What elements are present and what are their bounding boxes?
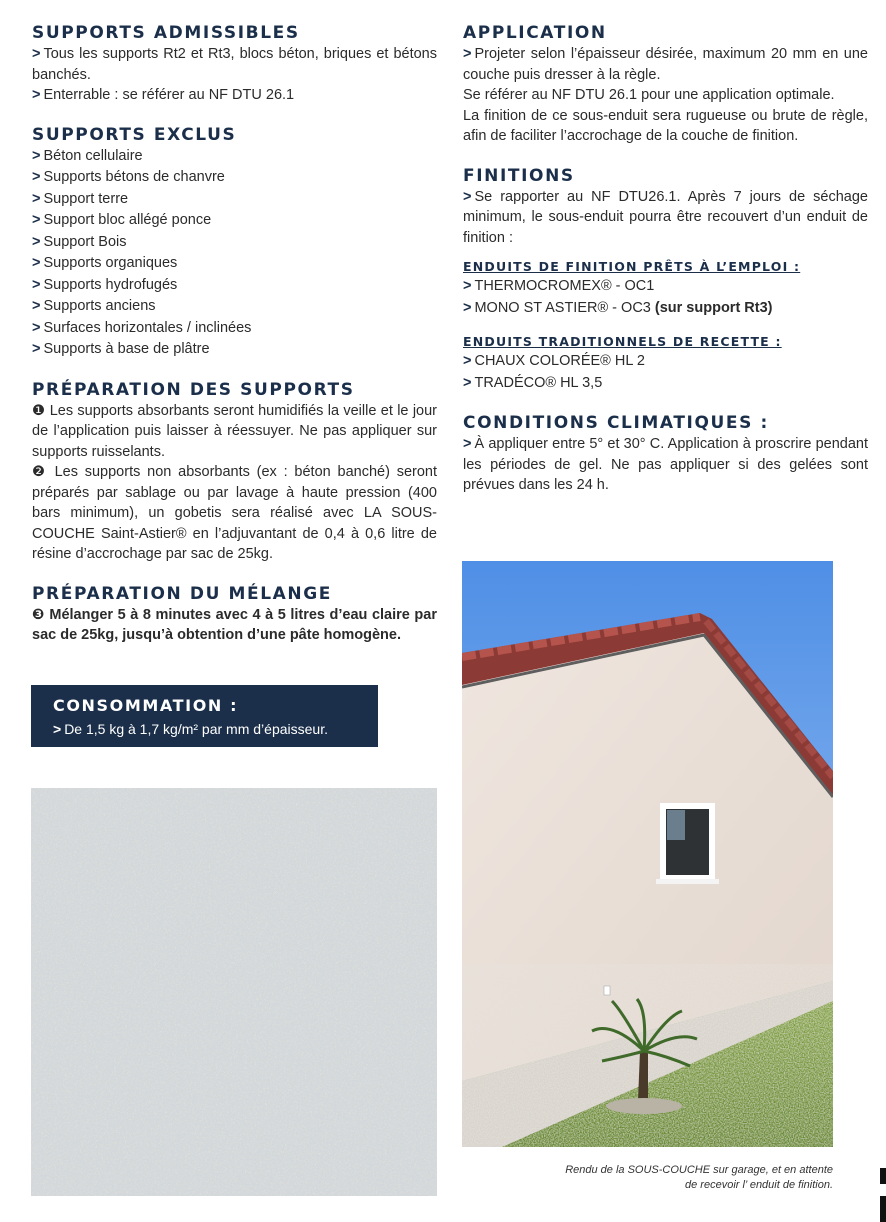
exclus-item: > Supports bétons de chanvre bbox=[32, 169, 225, 185]
exclus-item: > Support bloc allégé ponce bbox=[32, 212, 212, 228]
prets-item: > THERMOCROMEX® - OC1 bbox=[463, 278, 655, 294]
bullet-arrow: > bbox=[53, 721, 62, 737]
bullet-arrow: > bbox=[463, 46, 472, 62]
exclus-item: > Béton cellulaire bbox=[32, 147, 143, 164]
heading-supports-exclus: SUPPORTS EXCLUS bbox=[32, 124, 237, 145]
number-3-icon: ❸ bbox=[32, 606, 45, 623]
heading-enduits-traditionnels: ENDUITS TRADITIONNELS DE RECETTE : bbox=[463, 334, 782, 349]
left-column bbox=[32, 22, 437, 664]
prets-item: > MONO ST ASTIER® - OC3 (sur support Rt3) bbox=[463, 299, 773, 316]
heading-application: APPLICATION bbox=[463, 23, 607, 43]
edge-mark-decoration bbox=[880, 1196, 886, 1222]
bullet-arrow: > bbox=[32, 169, 41, 185]
edge-mark-decoration bbox=[880, 1168, 886, 1184]
heading-preparation-supports: PRÉPARATION DES SUPPORTS bbox=[32, 379, 355, 400]
section-application bbox=[463, 22, 868, 147]
heading-consommation: CONSOMMATION : bbox=[53, 696, 239, 715]
application-paragraph-2: Se référer au NF DTU 26.1 pour une application optimale. bbox=[463, 87, 835, 103]
conditions-paragraph: > À appliquer entre 5° et 30° C. Application à proscrire pendant les périodes de gel. Ne pas appliquer si des gelées sont prévues dans les 24 h. bbox=[463, 436, 868, 493]
melange-paragraph: ❸ Mélanger 5 à 8 minutes avec 4 à 5 litres d’eau claire par sac de 25kg, jusqu’à obtention d’une pâte homogène. bbox=[32, 606, 437, 643]
bullet-arrow: > bbox=[32, 255, 41, 271]
admissibles-item: > Tous les supports Rt2 et Rt3, blocs béton, briques et bétons banchés. bbox=[32, 46, 437, 83]
prets-list bbox=[463, 276, 868, 319]
exclus-list bbox=[32, 146, 437, 361]
prep-paragraph-1: ❶ Les supports absorbants seront humidifiés la veille et le jour de l’application puis laisser à réessuyer. Ne pas appliquer sur supports ruisselants. bbox=[32, 402, 438, 460]
admissibles-item: > Enterrable : se référer au NF DTU 26.1 bbox=[32, 87, 295, 103]
application-paragraph-1: > Projeter selon l’épaisseur désirée, maximum 20 mm en une couche puis dresser à la règle. bbox=[463, 46, 868, 83]
bullet-arrow: > bbox=[32, 341, 41, 357]
section-preparation-supports bbox=[32, 379, 437, 565]
bullet-arrow: > bbox=[463, 188, 472, 205]
heading-preparation-melange: PRÉPARATION DU MÉLANGE bbox=[32, 583, 333, 604]
exclus-item: > Supports hydrofugés bbox=[32, 276, 178, 293]
photo-caption: Rendu de la SOUS-COUCHE sur garage, et en attente de recevoir l’ enduit de finition. bbox=[565, 1164, 833, 1191]
exclus-item: > Supports organiques bbox=[32, 255, 178, 271]
finitions-paragraph: > Se rapporter au NF DTU26.1. Après 7 jours de séchage minimum, le sous-enduit pourra être recouvert d’un enduit de finition : bbox=[463, 188, 868, 246]
heading-conditions: CONDITIONS CLIMATIQUES : bbox=[463, 413, 769, 433]
bullet-arrow: > bbox=[32, 190, 41, 207]
exclus-item: > Surfaces horizontales / inclinées bbox=[32, 319, 252, 336]
trad-item: > TRADÉCO® HL 3,5 bbox=[463, 374, 603, 391]
exclus-item: > Supports anciens bbox=[32, 298, 156, 314]
bullet-arrow: > bbox=[32, 298, 41, 314]
heading-finitions: FINITIONS bbox=[463, 165, 575, 186]
application-paragraph-3: La finition de ce sous-enduit sera rugueuse ou brute de règle, afin de faciliter l’accrochage de la couche de finition. bbox=[463, 107, 868, 144]
section-conditions bbox=[463, 412, 868, 496]
trad-item: > CHAUX COLORÉE® HL 2 bbox=[463, 353, 645, 369]
bullet-arrow: > bbox=[32, 319, 41, 336]
section-supports-admissibles bbox=[32, 22, 437, 106]
bullet-arrow: > bbox=[32, 212, 41, 228]
exclus-item: > Support terre bbox=[32, 190, 129, 207]
bullet-arrow: > bbox=[32, 276, 41, 293]
bullet-arrow: > bbox=[463, 436, 472, 452]
heading-supports-admissibles: SUPPORTS ADMISSIBLES bbox=[32, 23, 300, 43]
bullet-arrow: > bbox=[32, 46, 41, 62]
bullet-arrow: > bbox=[32, 87, 41, 103]
prep-paragraph-2: ❷ Les supports non absorbants (ex : béton banché) seront préparés par sablage ou par lavage à haute pression (400 bars minimum), un gobetis sera réalisé avec LA SOUS-COUCHE Saint-Astier® en l’adjuvantant de 0,4 à 0,6 litre de résine d’accrochage par sac de 25kg. bbox=[32, 464, 437, 562]
exclus-item: > Supports à base de plâtre bbox=[32, 341, 210, 357]
section-finitions bbox=[463, 165, 868, 395]
bullet-arrow: > bbox=[463, 353, 472, 369]
exclus-item: > Support Bois bbox=[32, 233, 127, 250]
consommation-box bbox=[31, 685, 378, 747]
house-photo bbox=[462, 561, 833, 1147]
number-1-icon: ❶ bbox=[32, 402, 46, 419]
trad-list bbox=[463, 351, 868, 394]
right-column bbox=[463, 22, 868, 514]
bullet-arrow: > bbox=[463, 278, 472, 294]
bullet-arrow: > bbox=[32, 233, 41, 250]
render-texture-photo bbox=[31, 788, 437, 1196]
bullet-arrow: > bbox=[463, 374, 472, 391]
bullet-arrow: > bbox=[463, 299, 472, 316]
section-preparation-melange bbox=[32, 583, 437, 646]
bullet-arrow: > bbox=[32, 147, 41, 164]
heading-enduits-prets: ENDUITS DE FINITION PRÊTS À L’EMPLOI : bbox=[463, 259, 801, 274]
number-2-icon: ❷ bbox=[32, 464, 48, 480]
section-supports-exclus bbox=[32, 124, 437, 361]
consommation-text: > De 1,5 kg à 1,7 kg/m² par mm d’épaisseur. bbox=[53, 721, 328, 737]
